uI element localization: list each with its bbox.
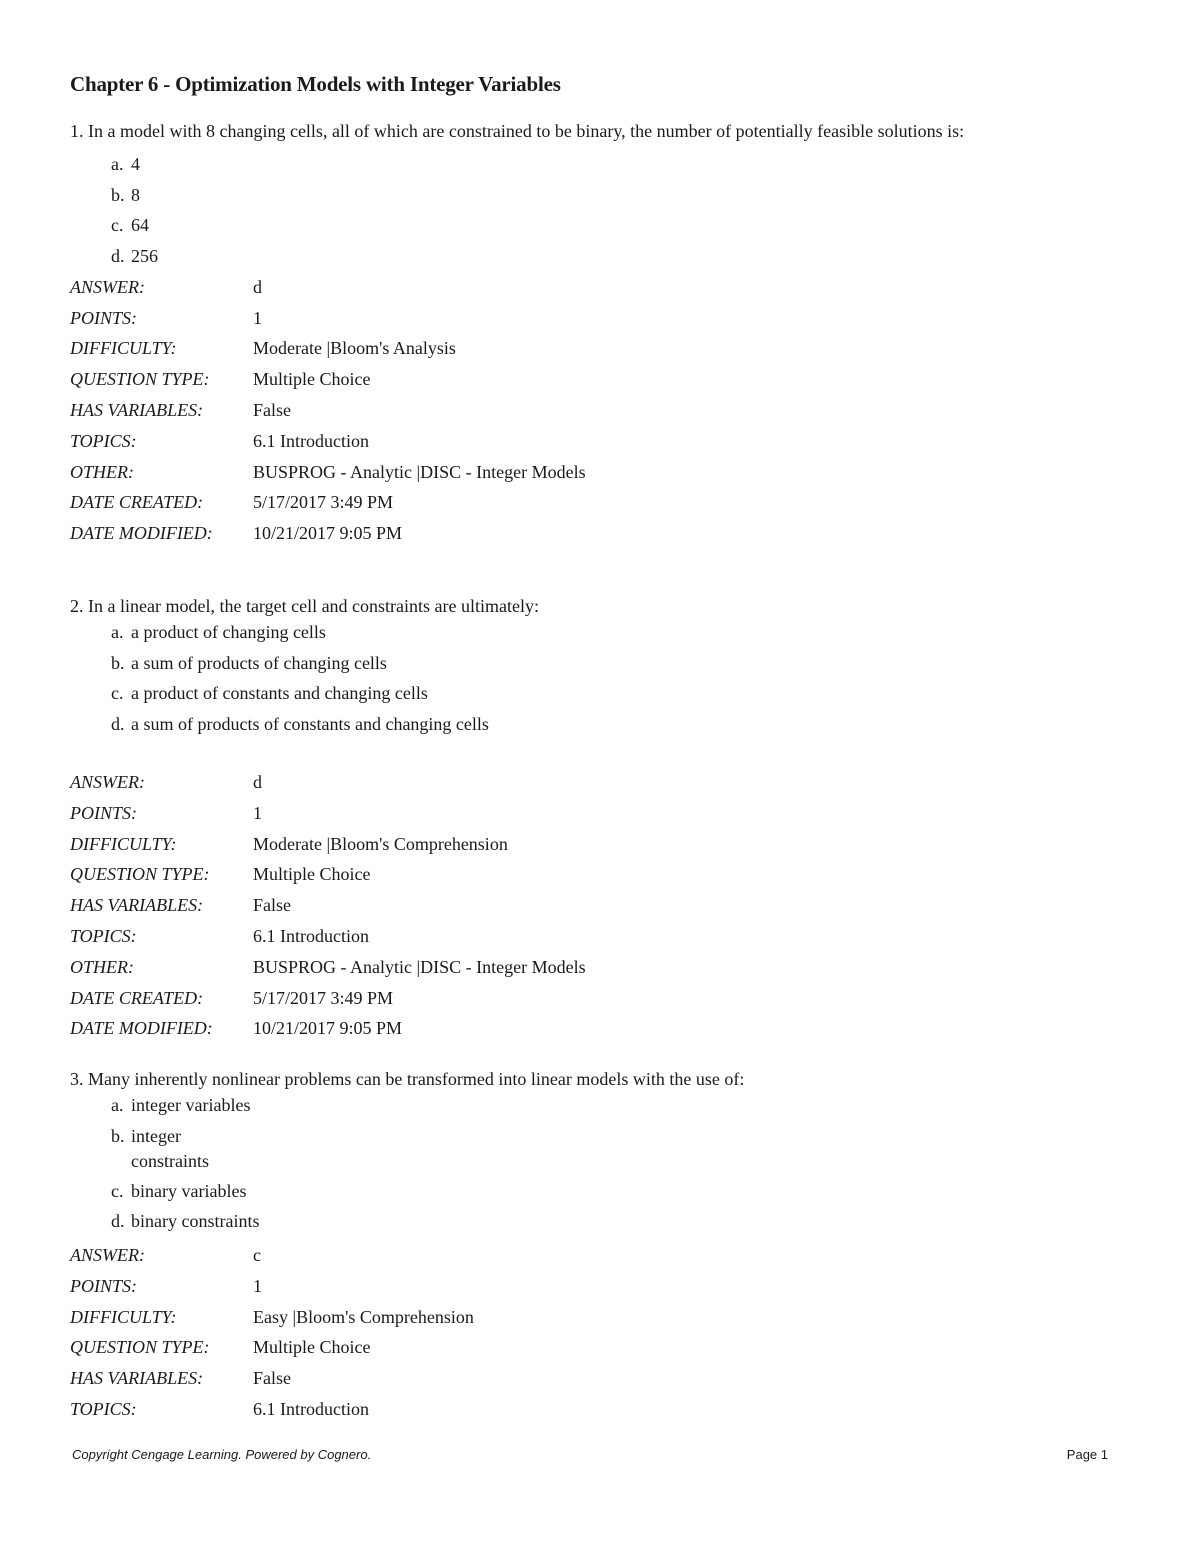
meta-date-modified [70,518,1120,549]
meta-date-created [70,487,1120,518]
question-metadata [70,1240,1120,1425]
question-3 [70,1067,1120,1425]
meta-value: d [253,772,262,793]
copyright-text: Copyright Cengage Learning. Powered by Cognero. [72,1447,372,1462]
meta-key: ANSWER: [70,772,145,793]
meta-key: DIFFICULTY: [70,338,177,359]
meta-key: HAS VARIABLES: [70,1368,204,1389]
meta-value: 10/21/2017 9:05 PM [253,523,403,544]
option-text: 256 [131,246,158,267]
option-letter: d. [111,714,125,735]
option-text: 64 [131,215,149,236]
question-metadata [70,272,1120,549]
meta-value: c [253,1245,261,1266]
option-b [70,180,1120,211]
option-letter: a. [111,154,124,174]
meta-question-type [70,364,1120,395]
meta-has-variables [70,395,1120,426]
meta-value: Multiple Choice [253,864,371,885]
meta-has-variables [70,890,1120,921]
meta-value: 5/17/2017 3:49 PM [253,492,394,513]
meta-value: 6.1 Introduction [253,926,369,947]
page-number: Page 1 [1066,1447,1108,1462]
meta-value: 5/17/2017 3:49 PM [253,987,394,1008]
meta-points [70,303,1120,334]
option-a [70,1093,1120,1124]
meta-value: Moderate |Bloom's Comprehension [253,833,508,854]
option-letter: c. [111,215,124,236]
meta-value: False [253,399,291,420]
option-text: a product of constants and changing cells [131,683,428,704]
meta-key: DATE CREATED: [70,987,204,1008]
option-a [70,620,1120,651]
meta-value: BUSPROG - Analytic |DISC - Integer Models [253,461,586,482]
option-letter: c. [111,1180,124,1201]
meta-key: DATE MODIFIED: [70,523,213,544]
option-b [70,651,1120,682]
option-letter: a. [111,1095,124,1115]
option-text: integer constraints [131,1125,209,1171]
meta-value: Multiple Choice [253,1337,371,1358]
option-d [70,1209,1120,1240]
option-d [70,241,1120,272]
option-c [70,210,1120,241]
meta-question-type [70,859,1120,890]
meta-topics [70,921,1120,952]
option-text: 4 [131,154,140,174]
meta-key: OTHER: [70,956,134,977]
option-text: 8 [131,184,140,205]
option-c [70,681,1120,712]
question-1 [70,119,1120,549]
meta-value: 1 [253,802,262,823]
meta-key: DIFFICULTY: [70,833,177,854]
question-stem: 1. In a model with 8 changing cells, all of which are constrained to be binary, the number of potentially feasible solutions is: [70,121,965,141]
meta-topics [70,1394,1120,1425]
meta-key: DATE MODIFIED: [70,1018,213,1039]
meta-value: 1 [253,1275,262,1296]
meta-value: BUSPROG - Analytic |DISC - Integer Models [253,956,586,977]
meta-answer [70,272,1120,303]
meta-value: False [253,1368,291,1389]
meta-value: Multiple Choice [253,369,371,390]
meta-difficulty [70,1302,1120,1333]
option-text: binary constraints [131,1211,260,1232]
option-text: a sum of products of changing cells [131,652,387,673]
meta-key: OTHER: [70,461,134,482]
meta-key: POINTS: [70,802,137,823]
meta-key: ANSWER: [70,1245,145,1266]
meta-key: DATE CREATED: [70,492,204,513]
page-title: Chapter 6 - Optimization Models with Integer Variables [70,72,561,96]
meta-difficulty [70,333,1120,364]
option-text: binary variables [131,1180,247,1201]
question-stem: 2. In a linear model, the target cell and constraints are ultimately: [70,596,540,616]
question-metadata [70,767,1120,1044]
meta-key: TOPICS: [70,1399,137,1420]
question-2 [70,594,1120,1044]
meta-value: d [253,276,262,297]
option-c [70,1179,1120,1210]
option-text: a product of changing cells [131,622,326,642]
option-letter: c. [111,683,124,704]
option-letter: d. [111,246,125,267]
meta-key: TOPICS: [70,926,137,947]
meta-other [70,952,1120,983]
meta-question-type [70,1332,1120,1363]
meta-points [70,1271,1120,1302]
meta-topics [70,426,1120,457]
option-a [70,149,1120,180]
meta-date-created [70,983,1120,1014]
meta-key: TOPICS: [70,430,137,451]
meta-key: POINTS: [70,307,137,328]
option-text: a sum of products of constants and changing cells [131,714,489,735]
meta-value: 1 [253,307,262,328]
meta-key: QUESTION TYPE: [70,1337,210,1358]
meta-key: QUESTION TYPE: [70,864,210,885]
option-text: integer variables [131,1095,251,1115]
meta-date-modified [70,1013,1120,1044]
meta-difficulty [70,829,1120,860]
meta-value: 10/21/2017 9:05 PM [253,1018,403,1039]
meta-answer [70,767,1120,798]
meta-value: 6.1 Introduction [253,430,369,451]
meta-has-variables [70,1363,1120,1394]
meta-key: ANSWER: [70,276,145,297]
meta-key: DIFFICULTY: [70,1306,177,1327]
meta-value: Moderate |Bloom's Analysis [253,338,456,359]
meta-value: 6.1 Introduction [253,1399,369,1420]
page-footer [72,1447,1108,1462]
option-letter: a. [111,622,124,642]
option-letter: b. [111,1125,125,1146]
option-letter: d. [111,1211,125,1232]
meta-key: QUESTION TYPE: [70,369,210,390]
question-stem: 3. Many inherently nonlinear problems can be transformed into linear models with the use of: [70,1069,745,1089]
option-b [70,1124,241,1179]
meta-key: POINTS: [70,1275,137,1296]
meta-value: Easy |Bloom's Comprehension [253,1306,474,1327]
option-letter: b. [111,652,125,673]
meta-points [70,798,1120,829]
meta-answer [70,1240,1120,1271]
meta-other [70,457,1120,488]
meta-value: False [253,895,291,916]
meta-key: HAS VARIABLES: [70,399,204,420]
option-d [70,712,521,767]
meta-key: HAS VARIABLES: [70,895,204,916]
option-letter: b. [111,184,125,205]
